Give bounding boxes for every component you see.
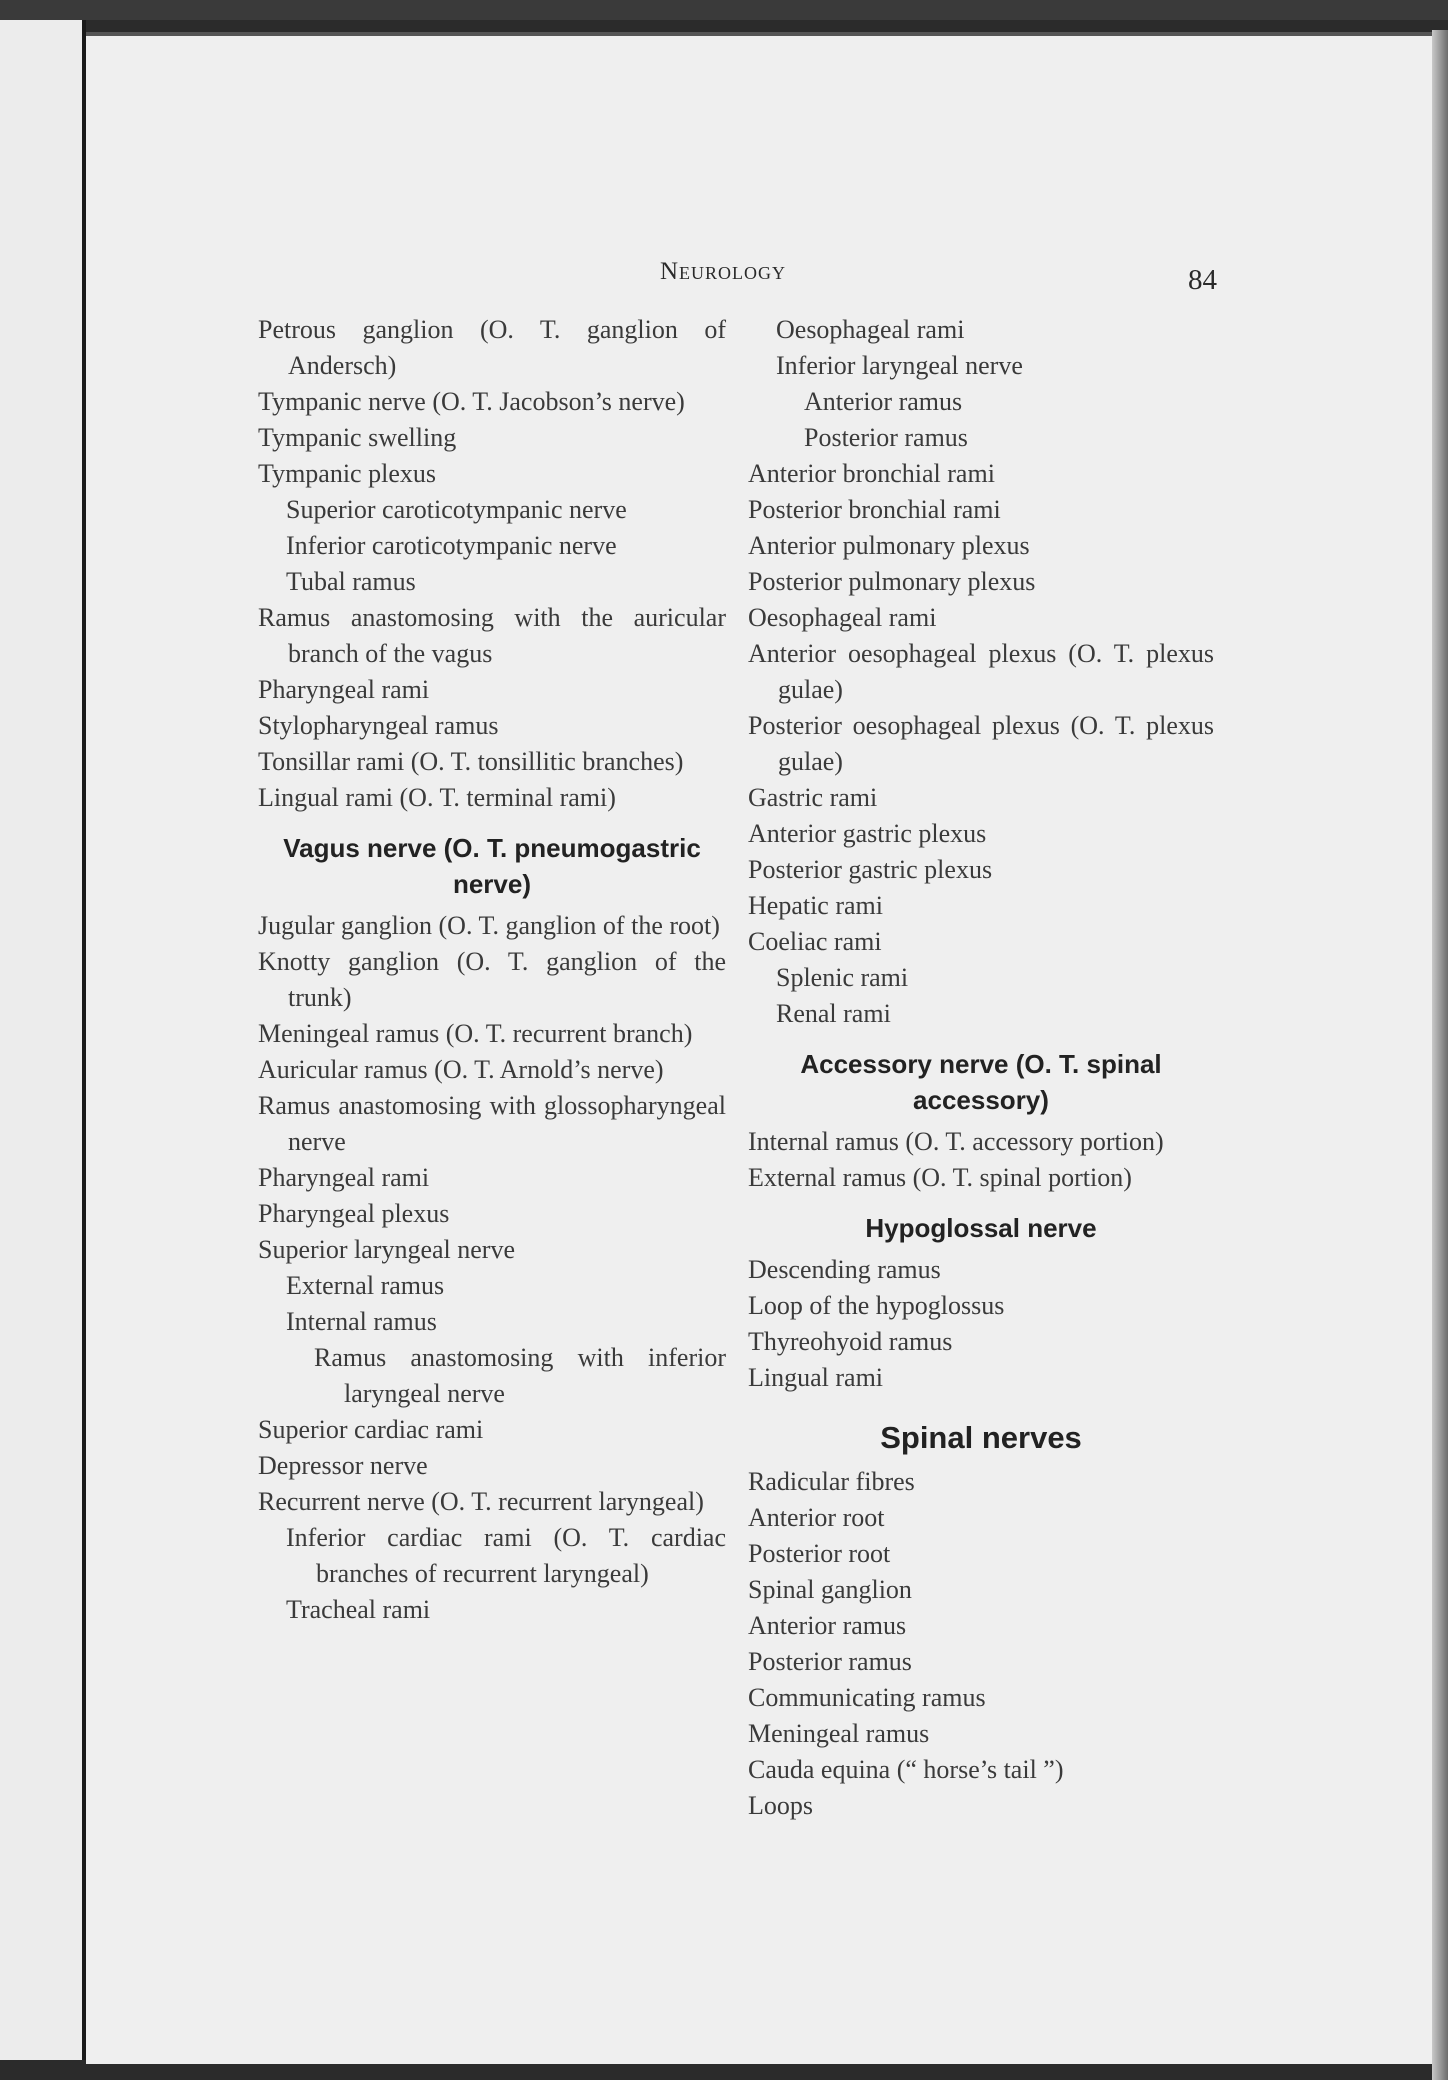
index-entry: Communicating ramus: [748, 1683, 986, 1712]
index-entry: Spinal ganglion: [748, 1575, 912, 1604]
index-entry: Posterior oesophageal plexus (O. T. plexus gulae): [748, 711, 1214, 776]
index-entry: Auricular ramus (O. T. Arnold’s nerve): [258, 1055, 664, 1084]
index-entry: Gastric rami: [748, 783, 878, 812]
index-entry: Oesophageal rami: [776, 315, 965, 344]
index-entry: Lingual rami (O. T. terminal rami): [258, 783, 616, 812]
index-entry: Splenic rami: [776, 963, 909, 992]
index-entry: Posterior gastric plexus: [748, 855, 993, 884]
index-entry: Anterior bronchial rami: [748, 459, 995, 488]
index-entry: Stylopharyngeal ramus: [258, 711, 499, 740]
index-entry: Superior laryngeal nerve: [258, 1235, 516, 1264]
index-entry: External ramus: [286, 1271, 445, 1300]
index-entry: Tympanic nerve (O. T. Jacobson’s nerve): [258, 387, 685, 416]
index-entry: Ramus anastomosing with glossopharyngeal nerve: [258, 1091, 726, 1156]
index-entry: Petrous ganglion (O. T. ganglion of Andersch): [258, 315, 726, 380]
book-spine-shadow: [0, 0, 1448, 20]
index-entry: Renal rami: [776, 999, 891, 1028]
index-entry: Loops: [748, 1791, 813, 1820]
index-entry: Anterior ramus: [748, 1611, 907, 1640]
index-entry: Knotty ganglion (O. T. ganglion of the trunk): [258, 947, 726, 1012]
section-heading-accessory: Accessory nerve (O. T. spinal accessory): [800, 1049, 1162, 1115]
index-entry: Inferior laryngeal nerve: [776, 351, 1023, 380]
index-entry: Anterior root: [748, 1503, 885, 1532]
page-edge-shadow: [1432, 30, 1448, 2080]
index-entry: Tubal ramus: [286, 567, 416, 596]
section-heading-hypoglossal: Hypoglossal nerve: [865, 1213, 1097, 1243]
index-entry: Pharyngeal rami: [258, 675, 430, 704]
index-entry: Cauda equina (“ horse’s tail ”): [748, 1755, 1064, 1784]
running-head: Neurology: [660, 258, 787, 285]
index-entry: Descending ramus: [748, 1255, 941, 1284]
index-entry: Pharyngeal plexus: [258, 1199, 450, 1228]
index-entry: Jugular ganglion (O. T. ganglion of the root): [258, 911, 720, 940]
index-entry: Posterior pulmonary plexus: [748, 567, 1036, 596]
right-column: [748, 312, 1214, 1824]
index-entry: Recurrent nerve (O. T. recurrent laryngeal): [258, 1487, 704, 1516]
index-entry: Radicular fibres: [748, 1467, 915, 1496]
index-entry: Pharyngeal rami: [258, 1163, 430, 1192]
index-entry: Depressor nerve: [258, 1451, 428, 1480]
index-entry: Superior caroticotympanic nerve: [286, 495, 627, 524]
index-entry: Oesophageal rami: [748, 603, 937, 632]
index-entry: Inferior cardiac rami (O. T. cardiac branches of recurrent laryngeal): [286, 1523, 726, 1588]
index-entry: Coeliac rami: [748, 927, 882, 956]
index-entry: Posterior ramus: [748, 1647, 912, 1676]
index-entry: Internal ramus: [286, 1307, 437, 1336]
index-entry: Thyreohyoid ramus: [748, 1327, 953, 1356]
index-entry: Meningeal ramus: [748, 1719, 930, 1748]
index-entry: Tracheal rami: [286, 1595, 431, 1624]
index-entry: Meningeal ramus (O. T. recurrent branch): [258, 1019, 693, 1048]
index-entry: Tympanic swelling: [258, 423, 457, 452]
section-heading-spinal: Spinal nerves: [880, 1420, 1082, 1455]
index-entry: Hepatic rami: [748, 891, 883, 920]
index-entry: Posterior bronchial rami: [748, 495, 1001, 524]
index-entry: Lingual rami: [748, 1363, 884, 1392]
index-entry: Anterior ramus: [804, 387, 963, 416]
index-entry: Anterior pulmonary plexus: [748, 531, 1030, 560]
facing-page-edge: [0, 20, 86, 2060]
left-column: [258, 312, 726, 1628]
section-heading-vagus: Vagus nerve (O. T. pneumogastric nerve): [283, 833, 701, 899]
index-entry: Tympanic plexus: [258, 459, 436, 488]
index-entry: Internal ramus (O. T. accessory portion): [748, 1127, 1164, 1156]
index-entry: Superior cardiac rami: [258, 1415, 484, 1444]
index-entry: Posterior root: [748, 1539, 891, 1568]
index-entry: Ramus anastomosing with the auricular branch of the vagus: [258, 603, 726, 668]
index-entry: Tonsillar rami (O. T. tonsillitic branches): [258, 747, 684, 776]
index-entry: External ramus (O. T. spinal portion): [748, 1163, 1132, 1192]
index-entry: Posterior ramus: [804, 423, 968, 452]
index-entry: Inferior caroticotympanic nerve: [286, 531, 617, 560]
index-entry: Ramus anastomosing with inferior laryngeal nerve: [314, 1343, 726, 1408]
index-entry: Anterior gastric plexus: [748, 819, 987, 848]
index-entry: Loop of the hypoglossus: [748, 1291, 1005, 1320]
index-entry: Anterior oesophageal plexus (O. T. plexus gulae): [748, 639, 1214, 704]
page-number: 84: [1188, 264, 1217, 296]
